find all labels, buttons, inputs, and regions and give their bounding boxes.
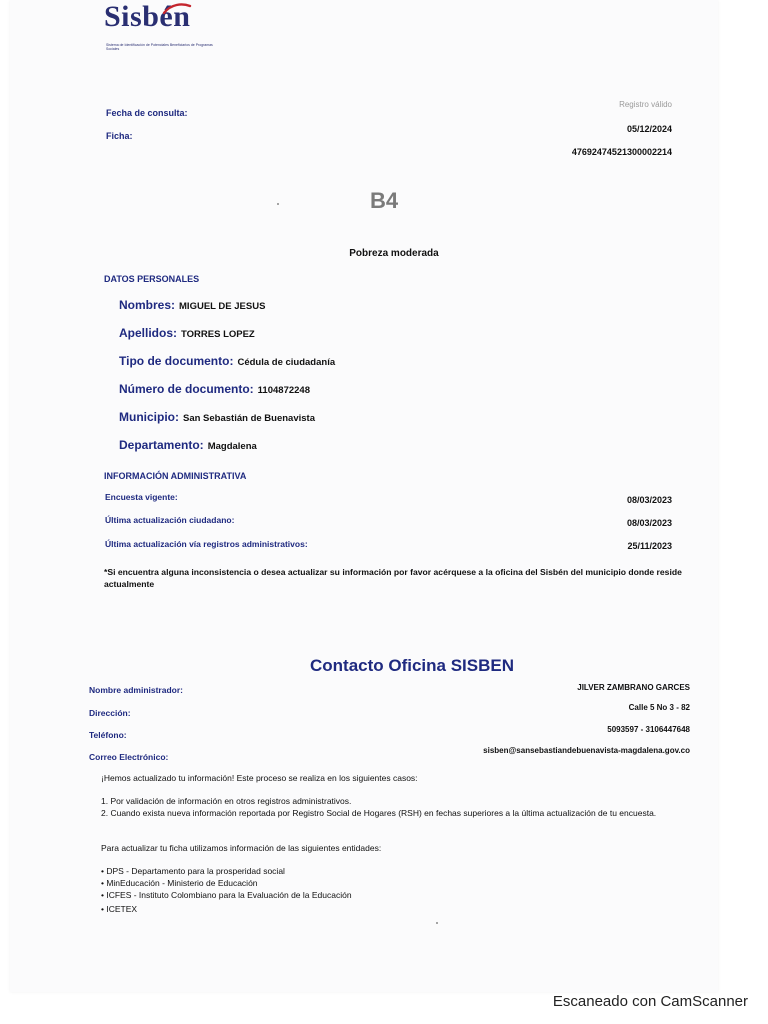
admin-label-encuesta: Encuesta vigente: xyxy=(105,492,178,502)
contact-label-administrador: Nombre administrador: xyxy=(89,685,183,695)
admin-value-actualizacion-registros: 25/11/2023 xyxy=(627,541,672,551)
field-value: 1104872248 xyxy=(257,385,310,396)
entity-item: • ICFES - Instituto Colombiano para la Evaluación de la Educación xyxy=(101,890,352,900)
admin-value-encuesta: 08/03/2023 xyxy=(626,495,672,505)
personal-row-tipo-documento xyxy=(119,352,335,370)
admin-info-title: INFORMACIÓN ADMINISTRATIVA xyxy=(104,471,247,481)
contact-value-telefono: 5093597 - 3106447648 xyxy=(607,725,690,734)
contact-label-direccion: Dirección: xyxy=(89,708,131,718)
sisben-grade: B4 xyxy=(369,188,399,213)
update-intro: ¡Hemos actualizado tu información! Este proceso se realiza en los siguientes casos: xyxy=(101,773,418,783)
field-value: Magdalena xyxy=(207,441,257,452)
fecha-consulta-label: Fecha de consulta: xyxy=(106,108,188,118)
ficha-label: Ficha: xyxy=(106,131,133,141)
registro-status: Registro válido xyxy=(619,100,672,109)
contact-value-correo: sisben@sansebastiandebuenavista-magdalena.gov.co xyxy=(483,746,690,755)
camscanner-watermark: Escaneado con CamScanner xyxy=(552,993,748,1010)
admin-label-actualizacion-ciudadano: Última actualización ciudadano: xyxy=(105,515,235,525)
personal-row-apellidos xyxy=(119,324,255,342)
ficha-value: 47692474521300002214 xyxy=(571,147,672,157)
update-case-1: 1. Por validación de información en otros registros administrativos. xyxy=(101,796,352,806)
entity-item: • MinEducación - Ministerio de Educación xyxy=(101,878,258,888)
personal-row-municipio xyxy=(119,408,315,426)
scan-speck xyxy=(277,203,279,205)
personal-row-numero-documento xyxy=(119,380,310,398)
admin-label-actualizacion-registros: Última actualización vía registros administrativos: xyxy=(105,539,308,549)
field-value: Cédula de ciudadanía xyxy=(237,357,336,368)
entities-intro: Para actualizar tu ficha utilizamos información de las siguientes entidades: xyxy=(101,843,382,853)
contact-value-administrador: JILVER ZAMBRANO GARCES xyxy=(577,683,690,692)
logo-wordmark: Sisbén xyxy=(104,0,191,33)
logo-swoosh-icon xyxy=(162,2,192,16)
contact-value-direccion: Calle 5 No 3 - 82 xyxy=(628,703,690,712)
entity-item: • DPS - Departamento para la prosperidad social xyxy=(101,866,285,876)
field-value: TORRES LOPEZ xyxy=(181,329,255,340)
field-value: San Sebastián de Buenavista xyxy=(183,413,315,424)
personal-row-nombres xyxy=(119,296,265,314)
field-label: Departamento: xyxy=(119,438,204,452)
poverty-level: Pobreza moderada xyxy=(349,248,439,259)
field-label: Nombres: xyxy=(119,298,176,312)
personal-row-departamento xyxy=(119,436,257,454)
field-label: Apellidos: xyxy=(119,326,178,340)
field-label: Tipo de documento: xyxy=(119,354,234,368)
field-label: Municipio: xyxy=(119,410,179,424)
contact-title: Contacto Oficina SISBEN xyxy=(309,656,515,675)
contact-label-telefono: Teléfono: xyxy=(89,730,127,740)
field-label: Número de documento: xyxy=(119,382,254,396)
personal-data-title: DATOS PERSONALES xyxy=(104,274,200,284)
fecha-consulta-value: 05/12/2024 xyxy=(626,124,672,134)
contact-label-correo: Correo Electrónico: xyxy=(89,752,169,762)
logo-subtitle: Sistema de Identificación de Potenciales Beneficiarios de Programas Sociales xyxy=(106,43,213,52)
inconsistency-note: *Si encuentra alguna inconsistencia o desea actualizar su información por favor acérquese a la oficina del Sisbén del municipio donde reside actualmente xyxy=(104,567,682,589)
field-value: MIGUEL DE JESUS xyxy=(179,301,266,312)
scan-speck xyxy=(436,922,438,924)
update-case-2: 2. Cuando exista nueva información reportada por Registro Social de Hogares (RSH) en fechas superiores a la última actualización de tu encuesta. xyxy=(101,808,657,818)
entity-item: • ICETEX xyxy=(101,904,138,914)
admin-value-actualizacion-ciudadano: 08/03/2023 xyxy=(626,518,672,528)
